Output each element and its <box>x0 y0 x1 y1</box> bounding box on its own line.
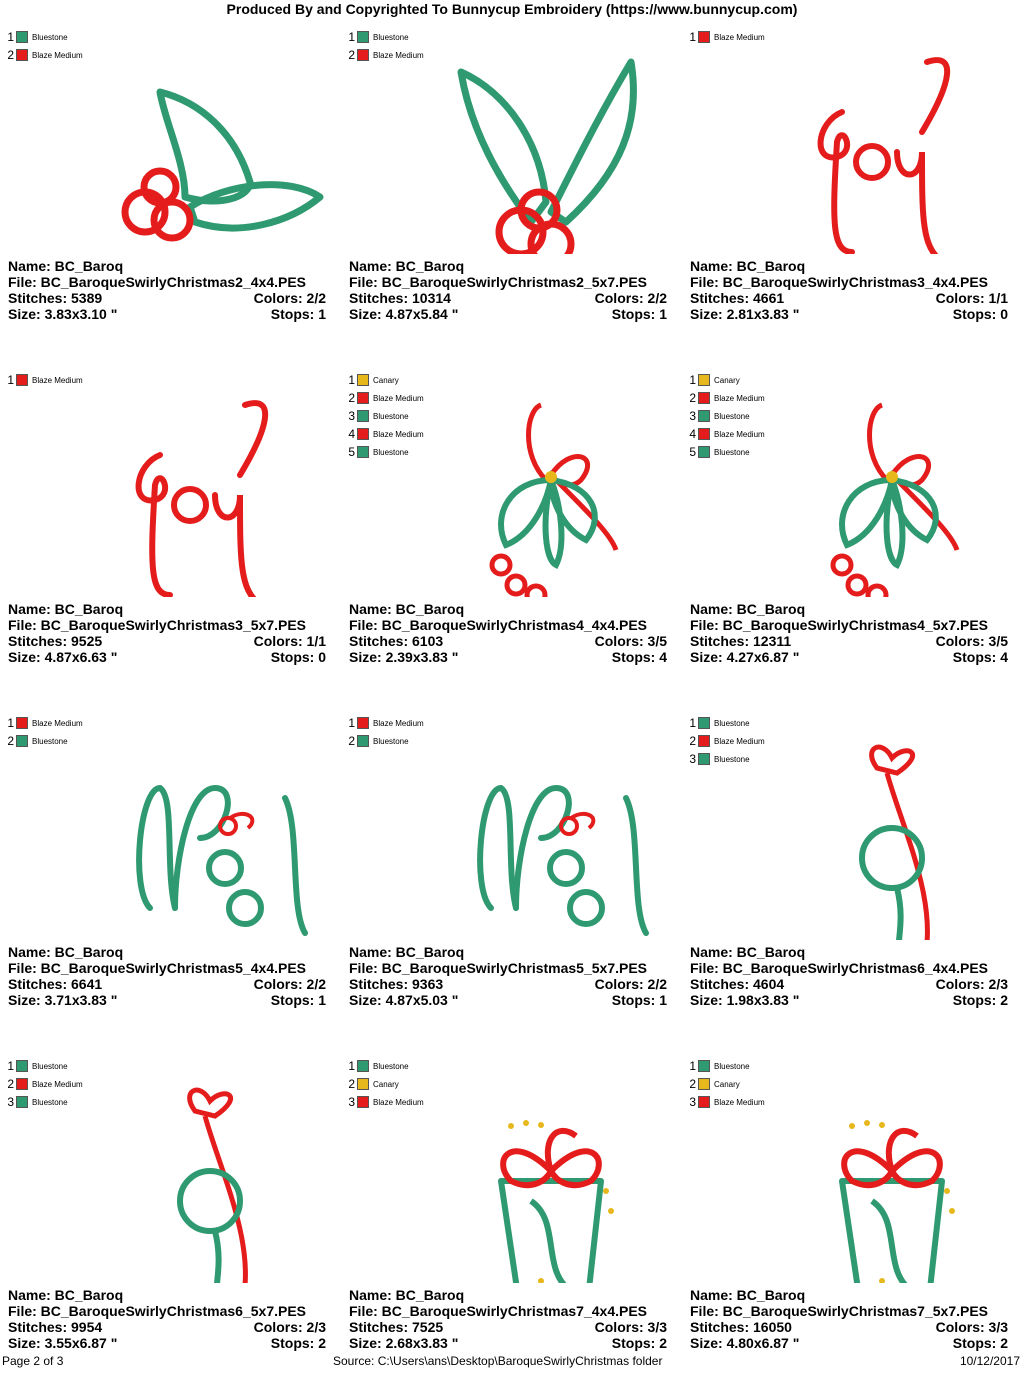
stitch-count: Stitches: 10314 <box>349 290 451 306</box>
design-name: Name: BC_Baroq <box>8 944 124 960</box>
thread-color-swatch <box>698 410 710 422</box>
thread-legend <box>347 714 424 750</box>
thread-name: Blaze Medium <box>714 32 765 42</box>
stop-count: Stops: 4 <box>611 649 667 665</box>
source-path: Source: C:\Users\ans\Desktop\BaroqueSwirlyChristmas folder <box>333 1354 663 1368</box>
stop-count: Stops: 1 <box>611 992 667 1008</box>
thread-legend-item <box>6 732 83 750</box>
design-file: File: BC_BaroqueSwirlyChristmas4_4x4.PES <box>349 617 648 633</box>
design-info <box>690 258 1008 322</box>
design-name: Name: BC_Baroq <box>349 944 465 960</box>
thread-number: 5 <box>348 445 355 459</box>
design-cell <box>682 1051 1023 1394</box>
thread-color-swatch <box>357 446 369 458</box>
thread-legend-item <box>688 425 765 443</box>
thread-color-swatch <box>698 1078 710 1090</box>
design-name: Name: BC_Baroq <box>8 601 124 617</box>
design-size: Size: 1.98x3.83 " <box>690 992 800 1008</box>
design-size: Size: 4.80x6.87 " <box>690 1335 800 1351</box>
stop-count: Stops: 4 <box>952 649 1008 665</box>
stop-count: Stops: 2 <box>270 1335 326 1351</box>
thread-legend-item <box>347 46 424 64</box>
thread-color-swatch <box>16 717 28 729</box>
thread-color-swatch <box>698 392 710 404</box>
thread-number: 2 <box>689 734 696 748</box>
thread-legend-item <box>688 443 765 461</box>
design-size: Size: 2.68x3.83 " <box>349 1335 459 1351</box>
thread-number: 1 <box>348 716 355 730</box>
design-name: Name: BC_Baroq <box>690 601 806 617</box>
thread-color-swatch <box>357 374 369 386</box>
thread-legend-item <box>688 732 765 750</box>
design-info <box>349 944 667 1008</box>
stop-count: Stops: 2 <box>952 992 1008 1008</box>
design-cell <box>0 708 341 1051</box>
thread-name: Bluestone <box>714 447 750 457</box>
thread-color-swatch <box>698 374 710 386</box>
stop-count: Stops: 1 <box>611 306 667 322</box>
design-file: File: BC_BaroqueSwirlyChristmas6_5x7.PES <box>8 1303 307 1319</box>
design-info <box>8 1287 326 1351</box>
thread-color-swatch <box>698 31 710 43</box>
design-cell <box>341 22 682 365</box>
stop-count: Stops: 0 <box>952 306 1008 322</box>
thread-name: Blaze Medium <box>714 393 765 403</box>
color-count: Colors: 3/3 <box>935 1319 1008 1335</box>
thread-legend-item <box>688 1093 765 1111</box>
design-cell <box>682 365 1023 708</box>
thread-number: 2 <box>348 734 355 748</box>
thread-name: Bluestone <box>373 447 409 457</box>
embroidery-design-preview <box>0 365 341 597</box>
thread-name: Bluestone <box>373 1061 409 1071</box>
thread-legend-item <box>688 1075 765 1093</box>
thread-number: 1 <box>689 373 696 387</box>
thread-legend-item <box>6 1057 83 1075</box>
thread-number: 3 <box>689 752 696 766</box>
thread-number: 3 <box>689 1095 696 1109</box>
thread-name: Blaze Medium <box>373 718 424 728</box>
thread-number: 1 <box>7 1059 14 1073</box>
stop-count: Stops: 1 <box>270 306 326 322</box>
design-cell <box>341 1051 682 1394</box>
design-file: File: BC_BaroqueSwirlyChristmas4_5x7.PES <box>690 617 989 633</box>
design-cell <box>341 365 682 708</box>
thread-number: 1 <box>348 1059 355 1073</box>
design-size: Size: 3.83x3.10 " <box>8 306 118 322</box>
thread-color-swatch <box>16 735 28 747</box>
color-count: Colors: 2/2 <box>253 976 326 992</box>
thread-number: 2 <box>689 391 696 405</box>
thread-name: Bluestone <box>32 1097 68 1107</box>
design-cell <box>682 22 1023 365</box>
thread-name: Canary <box>714 1079 740 1089</box>
thread-name: Bluestone <box>32 736 68 746</box>
design-size: Size: 3.55x6.87 " <box>8 1335 118 1351</box>
thread-color-swatch <box>357 31 369 43</box>
design-file: File: BC_BaroqueSwirlyChristmas2_5x7.PES <box>349 274 648 290</box>
thread-legend-item <box>347 389 424 407</box>
thread-color-swatch <box>357 1096 369 1108</box>
thread-legend <box>347 1057 424 1111</box>
thread-name: Blaze Medium <box>714 736 765 746</box>
stitch-count: Stitches: 9363 <box>349 976 444 992</box>
stitch-count: Stitches: 4604 <box>690 976 785 992</box>
thread-legend <box>688 714 765 768</box>
design-size: Size: 3.71x3.83 " <box>8 992 118 1008</box>
thread-legend-item <box>347 1075 424 1093</box>
design-size: Size: 4.87x5.03 " <box>349 992 459 1008</box>
thread-color-swatch <box>357 49 369 61</box>
design-info <box>8 944 326 1008</box>
thread-name: Bluestone <box>714 754 750 764</box>
color-count: Colors: 1/1 <box>253 633 326 649</box>
page-number: Page 2 of 3 <box>2 1354 64 1368</box>
thread-legend <box>347 371 424 461</box>
thread-legend-item <box>347 1093 424 1111</box>
stitch-count: Stitches: 7525 <box>349 1319 444 1335</box>
thread-name: Bluestone <box>373 32 409 42</box>
thread-color-swatch <box>357 410 369 422</box>
thread-number: 2 <box>348 391 355 405</box>
design-file: File: BC_BaroqueSwirlyChristmas5_4x4.PES <box>8 960 307 976</box>
stitch-count: Stitches: 9525 <box>8 633 103 649</box>
design-cell <box>0 365 341 708</box>
thread-legend-item <box>688 28 765 46</box>
design-size: Size: 4.87x6.63 " <box>8 649 118 665</box>
design-info <box>690 601 1008 665</box>
thread-color-swatch <box>698 1060 710 1072</box>
thread-number: 1 <box>348 373 355 387</box>
thread-number: 1 <box>689 1059 696 1073</box>
thread-color-swatch <box>698 717 710 729</box>
stitch-count: Stitches: 16050 <box>690 1319 792 1335</box>
thread-legend <box>6 1057 83 1111</box>
thread-number: 4 <box>348 427 355 441</box>
thread-color-swatch <box>698 753 710 765</box>
design-name: Name: BC_Baroq <box>8 258 124 274</box>
design-size: Size: 2.81x3.83 " <box>690 306 800 322</box>
design-info <box>690 1287 1008 1351</box>
design-file: File: BC_BaroqueSwirlyChristmas3_4x4.PES <box>690 274 989 290</box>
page-header: Produced By and Copyrighted To Bunnycup Embroidery (https://www.bunnycup.com) <box>226 1 798 17</box>
thread-color-swatch <box>16 1078 28 1090</box>
thread-legend-item <box>347 732 424 750</box>
stitch-count: Stitches: 9954 <box>8 1319 103 1335</box>
design-info <box>349 1287 667 1351</box>
thread-color-swatch <box>16 31 28 43</box>
design-file: File: BC_BaroqueSwirlyChristmas7_4x4.PES <box>349 1303 648 1319</box>
thread-legend-item <box>688 371 765 389</box>
color-count: Colors: 2/2 <box>594 976 667 992</box>
thread-name: Blaze Medium <box>32 375 83 385</box>
thread-color-swatch <box>357 1060 369 1072</box>
design-cell <box>0 1051 341 1394</box>
thread-name: Bluestone <box>714 411 750 421</box>
thread-number: 1 <box>7 30 14 44</box>
thread-legend-item <box>688 750 765 768</box>
thread-number: 4 <box>689 427 696 441</box>
thread-legend-item <box>6 46 83 64</box>
design-file: File: BC_BaroqueSwirlyChristmas3_5x7.PES <box>8 617 307 633</box>
design-size: Size: 4.87x5.84 " <box>349 306 459 322</box>
design-name: Name: BC_Baroq <box>349 601 465 617</box>
design-file: File: BC_BaroqueSwirlyChristmas7_5x7.PES <box>690 1303 989 1319</box>
design-file: File: BC_BaroqueSwirlyChristmas2_4x4.PES <box>8 274 307 290</box>
thread-legend-item <box>6 1075 83 1093</box>
thread-name: Canary <box>373 375 399 385</box>
thread-color-swatch <box>357 1078 369 1090</box>
thread-number: 2 <box>348 48 355 62</box>
thread-number: 2 <box>7 1077 14 1091</box>
stop-count: Stops: 2 <box>952 1335 1008 1351</box>
stitch-count: Stitches: 6103 <box>349 633 444 649</box>
color-count: Colors: 3/5 <box>594 633 667 649</box>
design-info <box>349 601 667 665</box>
thread-color-swatch <box>698 428 710 440</box>
thread-name: Blaze Medium <box>32 718 83 728</box>
thread-legend-item <box>6 28 83 46</box>
design-name: Name: BC_Baroq <box>690 258 806 274</box>
design-name: Name: BC_Baroq <box>349 1287 465 1303</box>
thread-number: 1 <box>7 373 14 387</box>
color-count: Colors: 2/2 <box>594 290 667 306</box>
thread-legend-item <box>6 714 83 732</box>
color-count: Colors: 2/2 <box>253 290 326 306</box>
thread-color-swatch <box>357 392 369 404</box>
design-name: Name: BC_Baroq <box>690 944 806 960</box>
stitch-count: Stitches: 6641 <box>8 976 103 992</box>
design-cell <box>0 22 341 365</box>
thread-color-swatch <box>698 446 710 458</box>
design-info <box>8 258 326 322</box>
color-count: Colors: 2/3 <box>935 976 1008 992</box>
thread-color-swatch <box>698 735 710 747</box>
thread-name: Blaze Medium <box>373 429 424 439</box>
thread-legend-item <box>688 407 765 425</box>
design-name: Name: BC_Baroq <box>690 1287 806 1303</box>
color-count: Colors: 3/3 <box>594 1319 667 1335</box>
thread-number: 2 <box>348 1077 355 1091</box>
thread-name: Blaze Medium <box>373 393 424 403</box>
thread-color-swatch <box>357 735 369 747</box>
thread-name: Bluestone <box>714 718 750 728</box>
thread-legend-item <box>688 1057 765 1075</box>
thread-legend <box>688 1057 765 1111</box>
thread-number: 1 <box>348 30 355 44</box>
thread-legend-item <box>347 28 424 46</box>
stitch-count: Stitches: 12311 <box>690 633 792 649</box>
thread-legend <box>6 371 83 389</box>
thread-name: Blaze Medium <box>373 1097 424 1107</box>
design-info <box>690 944 1008 1008</box>
design-cell <box>682 708 1023 1051</box>
thread-name: Canary <box>714 375 740 385</box>
design-size: Size: 4.27x6.87 " <box>690 649 800 665</box>
design-size: Size: 2.39x3.83 " <box>349 649 459 665</box>
thread-name: Bluestone <box>714 1061 750 1071</box>
color-count: Colors: 1/1 <box>935 290 1008 306</box>
thread-number: 3 <box>348 409 355 423</box>
thread-color-swatch <box>357 717 369 729</box>
thread-number: 5 <box>689 445 696 459</box>
thread-name: Bluestone <box>373 411 409 421</box>
thread-color-swatch <box>357 428 369 440</box>
thread-color-swatch <box>698 1096 710 1108</box>
stitch-count: Stitches: 4661 <box>690 290 785 306</box>
thread-number: 3 <box>7 1095 14 1109</box>
stop-count: Stops: 0 <box>270 649 326 665</box>
thread-legend <box>6 28 83 64</box>
thread-legend-item <box>6 371 83 389</box>
thread-name: Bluestone <box>32 1061 68 1071</box>
thread-legend-item <box>347 714 424 732</box>
color-count: Colors: 3/5 <box>935 633 1008 649</box>
design-file: File: BC_BaroqueSwirlyChristmas6_4x4.PES <box>690 960 989 976</box>
thread-name: Blaze Medium <box>32 1079 83 1089</box>
print-date: 10/12/2017 <box>959 1354 1020 1368</box>
thread-legend-item <box>347 371 424 389</box>
thread-number: 3 <box>348 1095 355 1109</box>
thread-color-swatch <box>16 1060 28 1072</box>
design-cell <box>341 708 682 1051</box>
thread-legend <box>688 371 765 461</box>
thread-legend <box>6 714 83 750</box>
embroidery-design-preview <box>682 22 1023 254</box>
thread-color-swatch <box>16 374 28 386</box>
thread-legend-item <box>6 1093 83 1111</box>
design-file: File: BC_BaroqueSwirlyChristmas5_5x7.PES <box>349 960 648 976</box>
thread-legend-item <box>347 407 424 425</box>
design-name: Name: BC_Baroq <box>8 1287 124 1303</box>
stitch-count: Stitches: 5389 <box>8 290 103 306</box>
thread-color-swatch <box>16 49 28 61</box>
thread-name: Canary <box>373 1079 399 1089</box>
thread-legend-item <box>347 443 424 461</box>
thread-name: Blaze Medium <box>32 50 83 60</box>
thread-legend-item <box>347 1057 424 1075</box>
thread-legend-item <box>347 425 424 443</box>
thread-number: 1 <box>689 716 696 730</box>
thread-legend-item <box>688 714 765 732</box>
thread-legend <box>688 28 765 46</box>
stop-count: Stops: 1 <box>270 992 326 1008</box>
thread-name: Bluestone <box>32 32 68 42</box>
thread-number: 2 <box>689 1077 696 1091</box>
design-info <box>8 601 326 665</box>
thread-number: 2 <box>7 734 14 748</box>
thread-name: Blaze Medium <box>714 429 765 439</box>
thread-legend-item <box>688 389 765 407</box>
thread-number: 2 <box>7 48 14 62</box>
thread-name: Blaze Medium <box>714 1097 765 1107</box>
thread-number: 3 <box>689 409 696 423</box>
stop-count: Stops: 2 <box>611 1335 667 1351</box>
thread-color-swatch <box>16 1096 28 1108</box>
thread-name: Bluestone <box>373 736 409 746</box>
design-name: Name: BC_Baroq <box>349 258 465 274</box>
thread-legend <box>347 28 424 64</box>
thread-number: 1 <box>689 30 696 44</box>
thread-name: Blaze Medium <box>373 50 424 60</box>
thread-number: 1 <box>7 716 14 730</box>
design-info <box>349 258 667 322</box>
color-count: Colors: 2/3 <box>253 1319 326 1335</box>
